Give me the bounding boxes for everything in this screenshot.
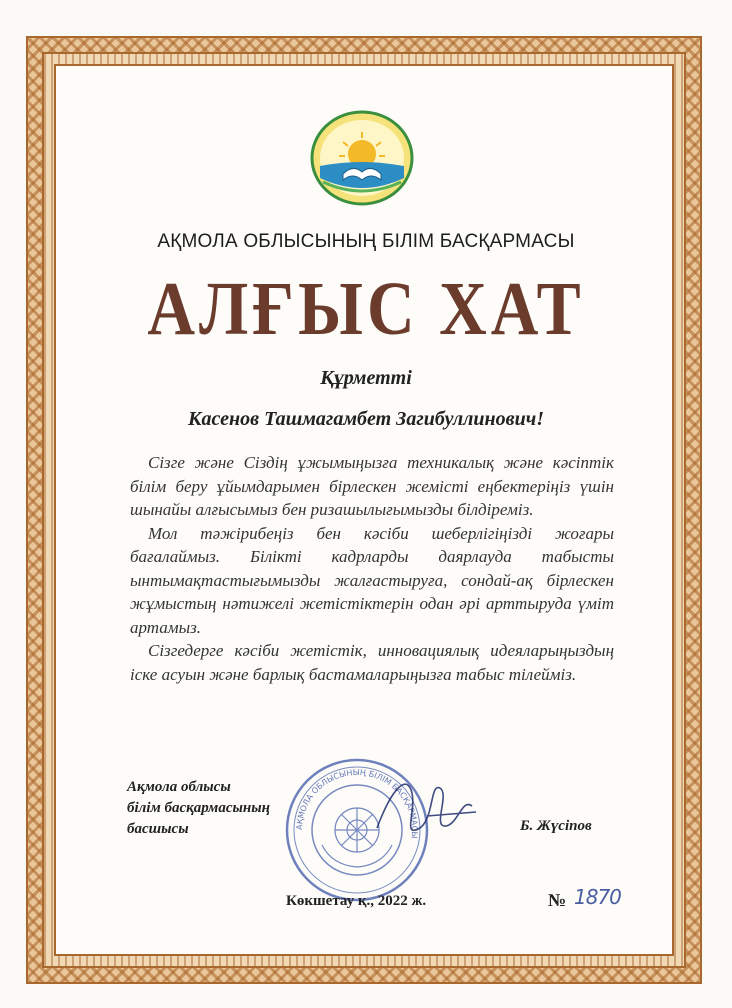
- body-paragraph: Сізге және Сіздің ұжымыңызға техникалық және кәсіптік білім беру ұйымдарымен бірлескен жемісті еңбектеріңіз үшін шынайы алғысымыз бен ризашылығымызды білдіреміз.: [130, 453, 614, 519]
- signatory-position-line: Ақмола облысы: [127, 779, 231, 795]
- education-logo-icon: [303, 108, 421, 208]
- signatory-position-line: басшысы: [127, 821, 189, 837]
- signatory-position: [127, 777, 270, 840]
- letter-body: [130, 451, 614, 686]
- document-number-label: №: [548, 890, 567, 910]
- signer-name: Б. Жүсіпов: [520, 818, 592, 834]
- signature-icon: [372, 768, 482, 848]
- greeting: Құрметті: [320, 367, 412, 389]
- document-number: 1870: [574, 885, 621, 909]
- body-paragraph: Мол тәжірибеңіз бен кәсіби шеберлігіңізді жоғары бағалаймыз. Білікті кадрларды даярлауда табысты ынтымақтастығымызды жалғастыруға, сондай-ақ бірлескен жұмыстың нәтижелі жетістіктерін одан әрі арттыруда үміт артамыз.: [130, 523, 614, 637]
- organization-name: АҚМОЛА ОБЛЫСЫНЫҢ БІЛІМ БАСҚАРМАСЫ: [157, 231, 575, 252]
- place-and-date: Көкшетау қ., 2022 ж.: [286, 893, 427, 909]
- svg-text:АҚМОЛА ОБЛЫСЫНЫҢ БІЛІМ БАСҚАРМ: АҚМОЛА ОБЛЫСЫНЫҢ БІЛІМ БАСҚАРМАСЫ: [294, 767, 420, 839]
- document-title: АЛҒЫС ХАТ: [147, 267, 585, 352]
- recipient-name: Касенов Ташмагамбет Загибуллинович!: [187, 408, 544, 430]
- signatory-position-line: білім басқармасының: [127, 800, 270, 816]
- body-paragraph: Сізгедерге кәсіби жетістік, инновациялық идеяларыңыздың іске асуын және барлық бастамаларыңызға табыс тілейміз.: [130, 641, 614, 684]
